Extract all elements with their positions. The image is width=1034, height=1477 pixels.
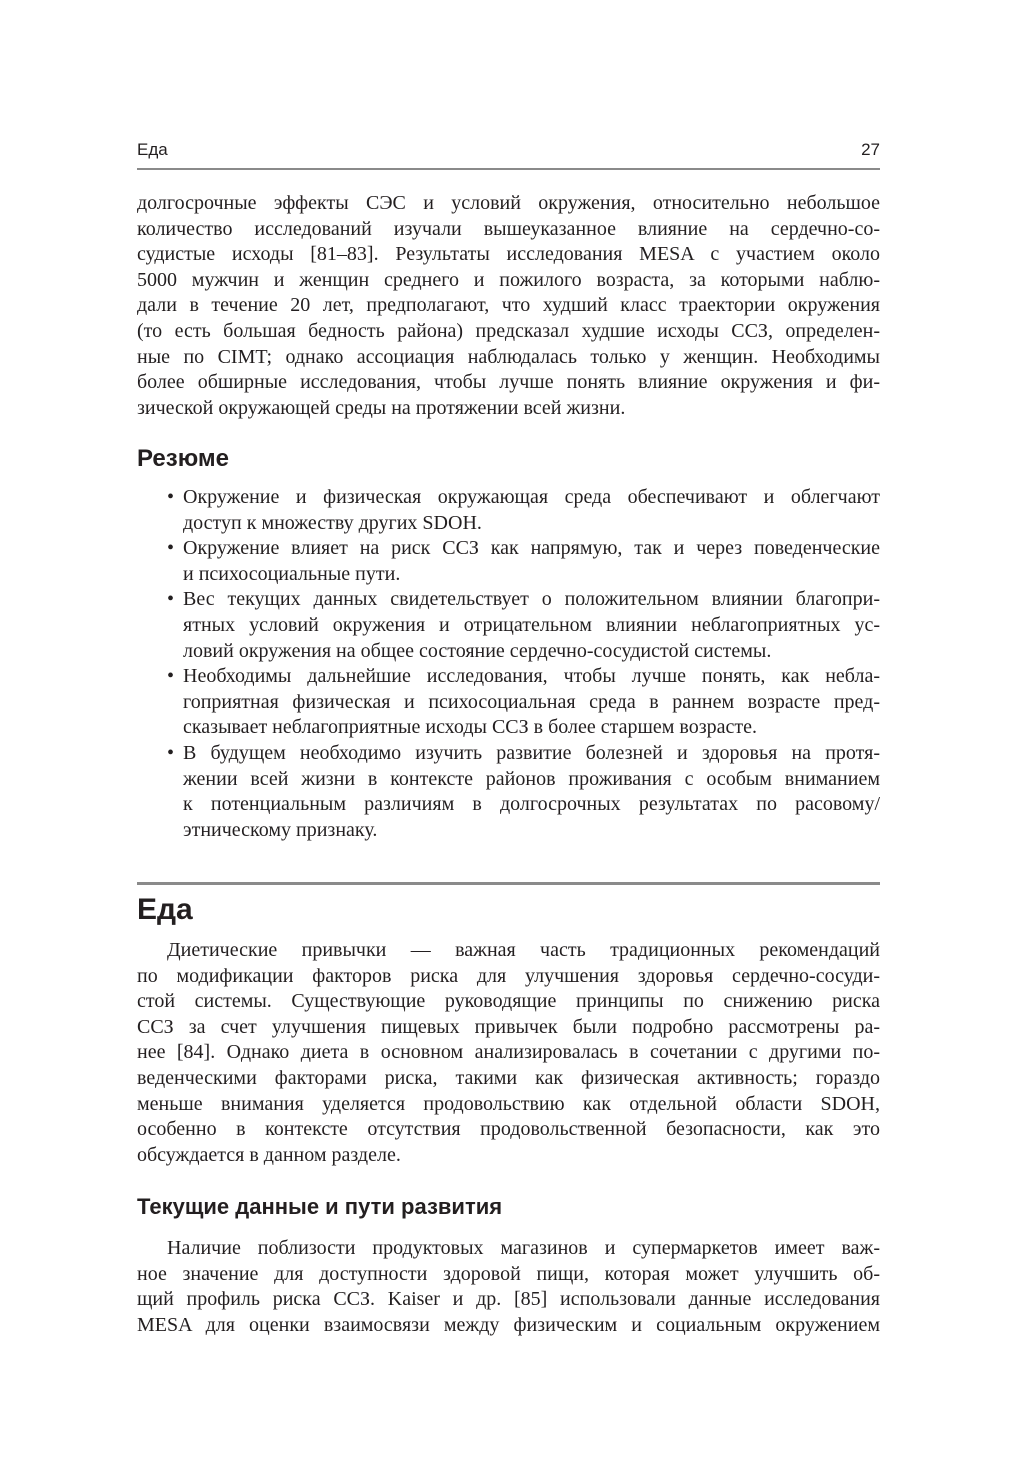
text-line: сказывает неблагоприятные исходы ССЗ в более старшем возрасте.: [183, 716, 757, 739]
text-line: В будущем необходимо изучить развитие болезней и здоровья на протя-: [183, 741, 880, 764]
text-line: гоприятная физическая и психосоциальная среда в раннем возрасте пред-: [183, 690, 880, 713]
text-line: (то есть большая бедность района) предсказал худшие исходы ССЗ, определен-: [137, 319, 880, 342]
text-line: жении всей жизни в контексте районов проживания с особым вниманием: [183, 767, 880, 790]
text-line: стой системы. Существующие руководящие принципы по снижению риска: [137, 990, 880, 1013]
text-line: Диетические привычки — важная часть традиционных рекомендаций: [167, 939, 880, 961]
text-line: веденческими факторами риска, такими как физическая активность; гораздо: [137, 1066, 880, 1089]
text-line: ятных условий окружения и отрицательном влиянии неблагоприятных ус-: [183, 613, 880, 636]
paragraph-continued: [137, 191, 880, 421]
subsection-heading: Текущие данные и пути развития: [137, 1194, 503, 1219]
text-line: количество исследований изучали вышеуказанное влияние на сердечно-со-: [137, 217, 880, 240]
section-divider: [137, 882, 880, 885]
text-line: долгосрочные эффекты СЭС и условий окружения, относительно небольшое: [137, 192, 880, 214]
summary-bullet-item: [137, 664, 880, 741]
running-header-title: Еда: [137, 140, 168, 159]
text-line: Вес текущих данных свидетельствует о положительном влиянии благопри-: [183, 588, 880, 611]
text-line: к потенциальным различиям в долгосрочных результатах по расовому/: [183, 793, 880, 816]
bullet-icon: •: [167, 486, 175, 508]
text-line: доступ к множеству других SDOH.: [183, 511, 482, 534]
summary-bullet-item: [137, 587, 880, 664]
text-line: щий профиль риска ССЗ. Kaiser и др. [85] использовали данные исследования: [137, 1288, 880, 1311]
text-line: Окружение влияет на риск ССЗ как напрямую, так и через поведенческие: [183, 537, 880, 560]
text-line: 5000 мужчин и женщин среднего и пожилого возраста, за которыми наблю-: [137, 268, 880, 291]
text-line: по модификации факторов риска для улучшения здоровья сердечно-сосуди-: [137, 964, 880, 987]
text-line: Наличие поблизости продуктовых магазинов и супермаркетов имеет важ-: [167, 1237, 880, 1259]
text-line: судистые исходы [81–83]. Результаты исследования MESA с участием около: [137, 243, 880, 266]
text-line: и психосоциальные пути.: [183, 562, 401, 585]
text-line: MESA для оценки взаимосвязи между физическим и социальным окружением: [137, 1313, 880, 1336]
text-line: дали в течение 20 лет, предполагают, что худший класс траектории окружения: [137, 294, 880, 317]
text-line: нее [84]. Однако диета в основном анализировалась в сочетании с другими по-: [137, 1041, 880, 1064]
current-data-paragraph: [137, 1236, 880, 1338]
text-line: обсуждается в данном разделе.: [137, 1143, 401, 1166]
text-line: Необходимы дальнейшие исследования, чтобы лучше понять, как небла-: [183, 665, 880, 688]
text-line: Окружение и физическая окружающая среда обеспечивают и облегчают: [183, 486, 880, 508]
text-line: ловий окружения на общее состояние сердечно-сосудистой системы.: [183, 639, 772, 662]
text-line: ное значение для доступности здоровой пищи, которая может улучшить об-: [137, 1262, 880, 1285]
bullet-icon: •: [167, 588, 175, 611]
page-number: 27: [861, 140, 880, 159]
text-line: ССЗ за счет улучшения пищевых привычек были подробно рассмотрены ра-: [137, 1015, 880, 1038]
food-paragraph: [137, 938, 880, 1168]
summary-bullet-item: [137, 536, 880, 587]
text-line: меньше внимания уделяется продовольствию как отдельной области SDOH,: [137, 1092, 880, 1115]
summary-bullet-item: [137, 485, 880, 536]
text-line: ные по CIMT; однако ассоциация наблюдалась только у женщин. Необходимы: [137, 345, 880, 368]
text-line: особенно в контексте отсутствия продовольственной безопасности, как это: [137, 1118, 880, 1141]
summary-bullet-item: [137, 741, 880, 843]
header-divider: [137, 168, 880, 170]
bullet-icon: •: [167, 665, 175, 688]
bullet-icon: •: [167, 537, 175, 560]
section-heading-food: Еда: [137, 893, 193, 926]
summary-list: [137, 485, 880, 843]
text-line: более обширные исследования, чтобы лучше понять влияние окружения и фи-: [137, 371, 880, 394]
summary-heading: Резюме: [137, 445, 229, 472]
text-line: зической окружающей среды на протяжении всей жизни.: [137, 396, 626, 419]
text-line: этническому признаку.: [183, 818, 378, 841]
bullet-icon: •: [167, 741, 175, 764]
